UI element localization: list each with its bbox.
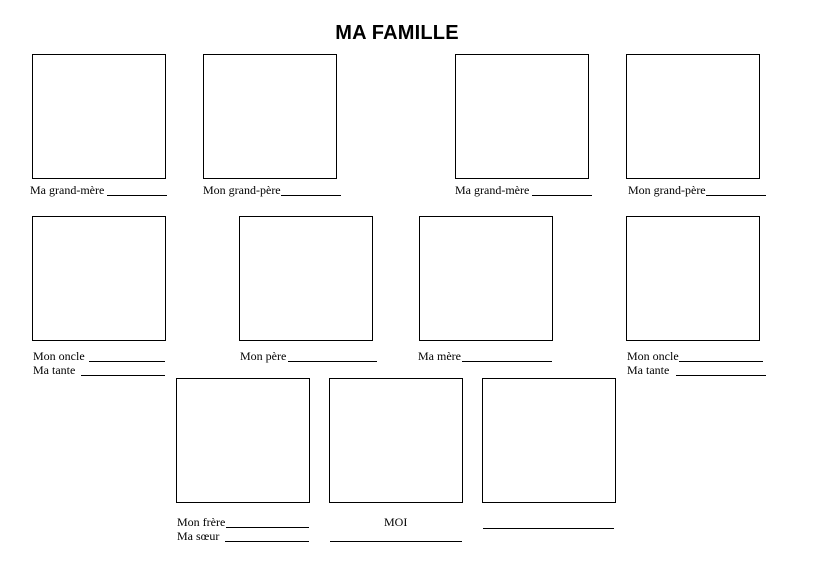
label-pere: Mon père [240, 349, 287, 363]
name-blank-oncle-1 [89, 361, 165, 362]
name-blank-extra [483, 528, 614, 529]
photo-frame-grand-pere-1 [203, 54, 337, 179]
name-blank-tante-1 [81, 375, 165, 376]
label-grand-mere-1: Ma grand-mère [30, 183, 105, 197]
name-blank-moi [330, 541, 462, 542]
photo-frame-pere [239, 216, 373, 341]
label-grand-pere-2: Mon grand-père [628, 183, 706, 197]
label-tante-1: Ma tante [33, 363, 76, 377]
name-blank-grand-pere-2 [706, 195, 766, 196]
name-blank-soeur [225, 541, 309, 542]
name-blank-frere [226, 527, 309, 528]
label-mere: Ma mère [418, 349, 461, 363]
photo-frame-moi [329, 378, 463, 503]
label-soeur: Ma sœur [177, 529, 220, 543]
photo-frame-oncle-tante-1 [32, 216, 166, 341]
name-blank-mere [462, 361, 552, 362]
name-blank-grand-pere-1 [281, 195, 341, 196]
name-blank-tante-2 [676, 375, 766, 376]
label-tante-2: Ma tante [627, 363, 670, 377]
label-oncle-2: Mon oncle [627, 349, 679, 363]
photo-frame-extra [482, 378, 616, 503]
photo-frame-oncle-tante-2 [626, 216, 760, 341]
label-moi: MOI [384, 515, 408, 529]
photo-frame-grand-mere-2 [455, 54, 589, 179]
photo-frame-grand-mere-1 [32, 54, 166, 179]
label-grand-mere-2: Ma grand-mère [455, 183, 530, 197]
name-blank-oncle-2 [679, 361, 763, 362]
photo-frame-mere [419, 216, 553, 341]
name-blank-grand-mere-2 [532, 195, 592, 196]
label-grand-pere-1: Mon grand-père [203, 183, 281, 197]
page-title: MA FAMILLE [335, 22, 459, 44]
name-blank-grand-mere-1 [107, 195, 167, 196]
label-frere: Mon frère [177, 515, 226, 529]
name-blank-pere [288, 361, 377, 362]
photo-frame-grand-pere-2 [626, 54, 760, 179]
label-oncle-1: Mon oncle [33, 349, 85, 363]
photo-frame-frere-soeur [176, 378, 310, 503]
